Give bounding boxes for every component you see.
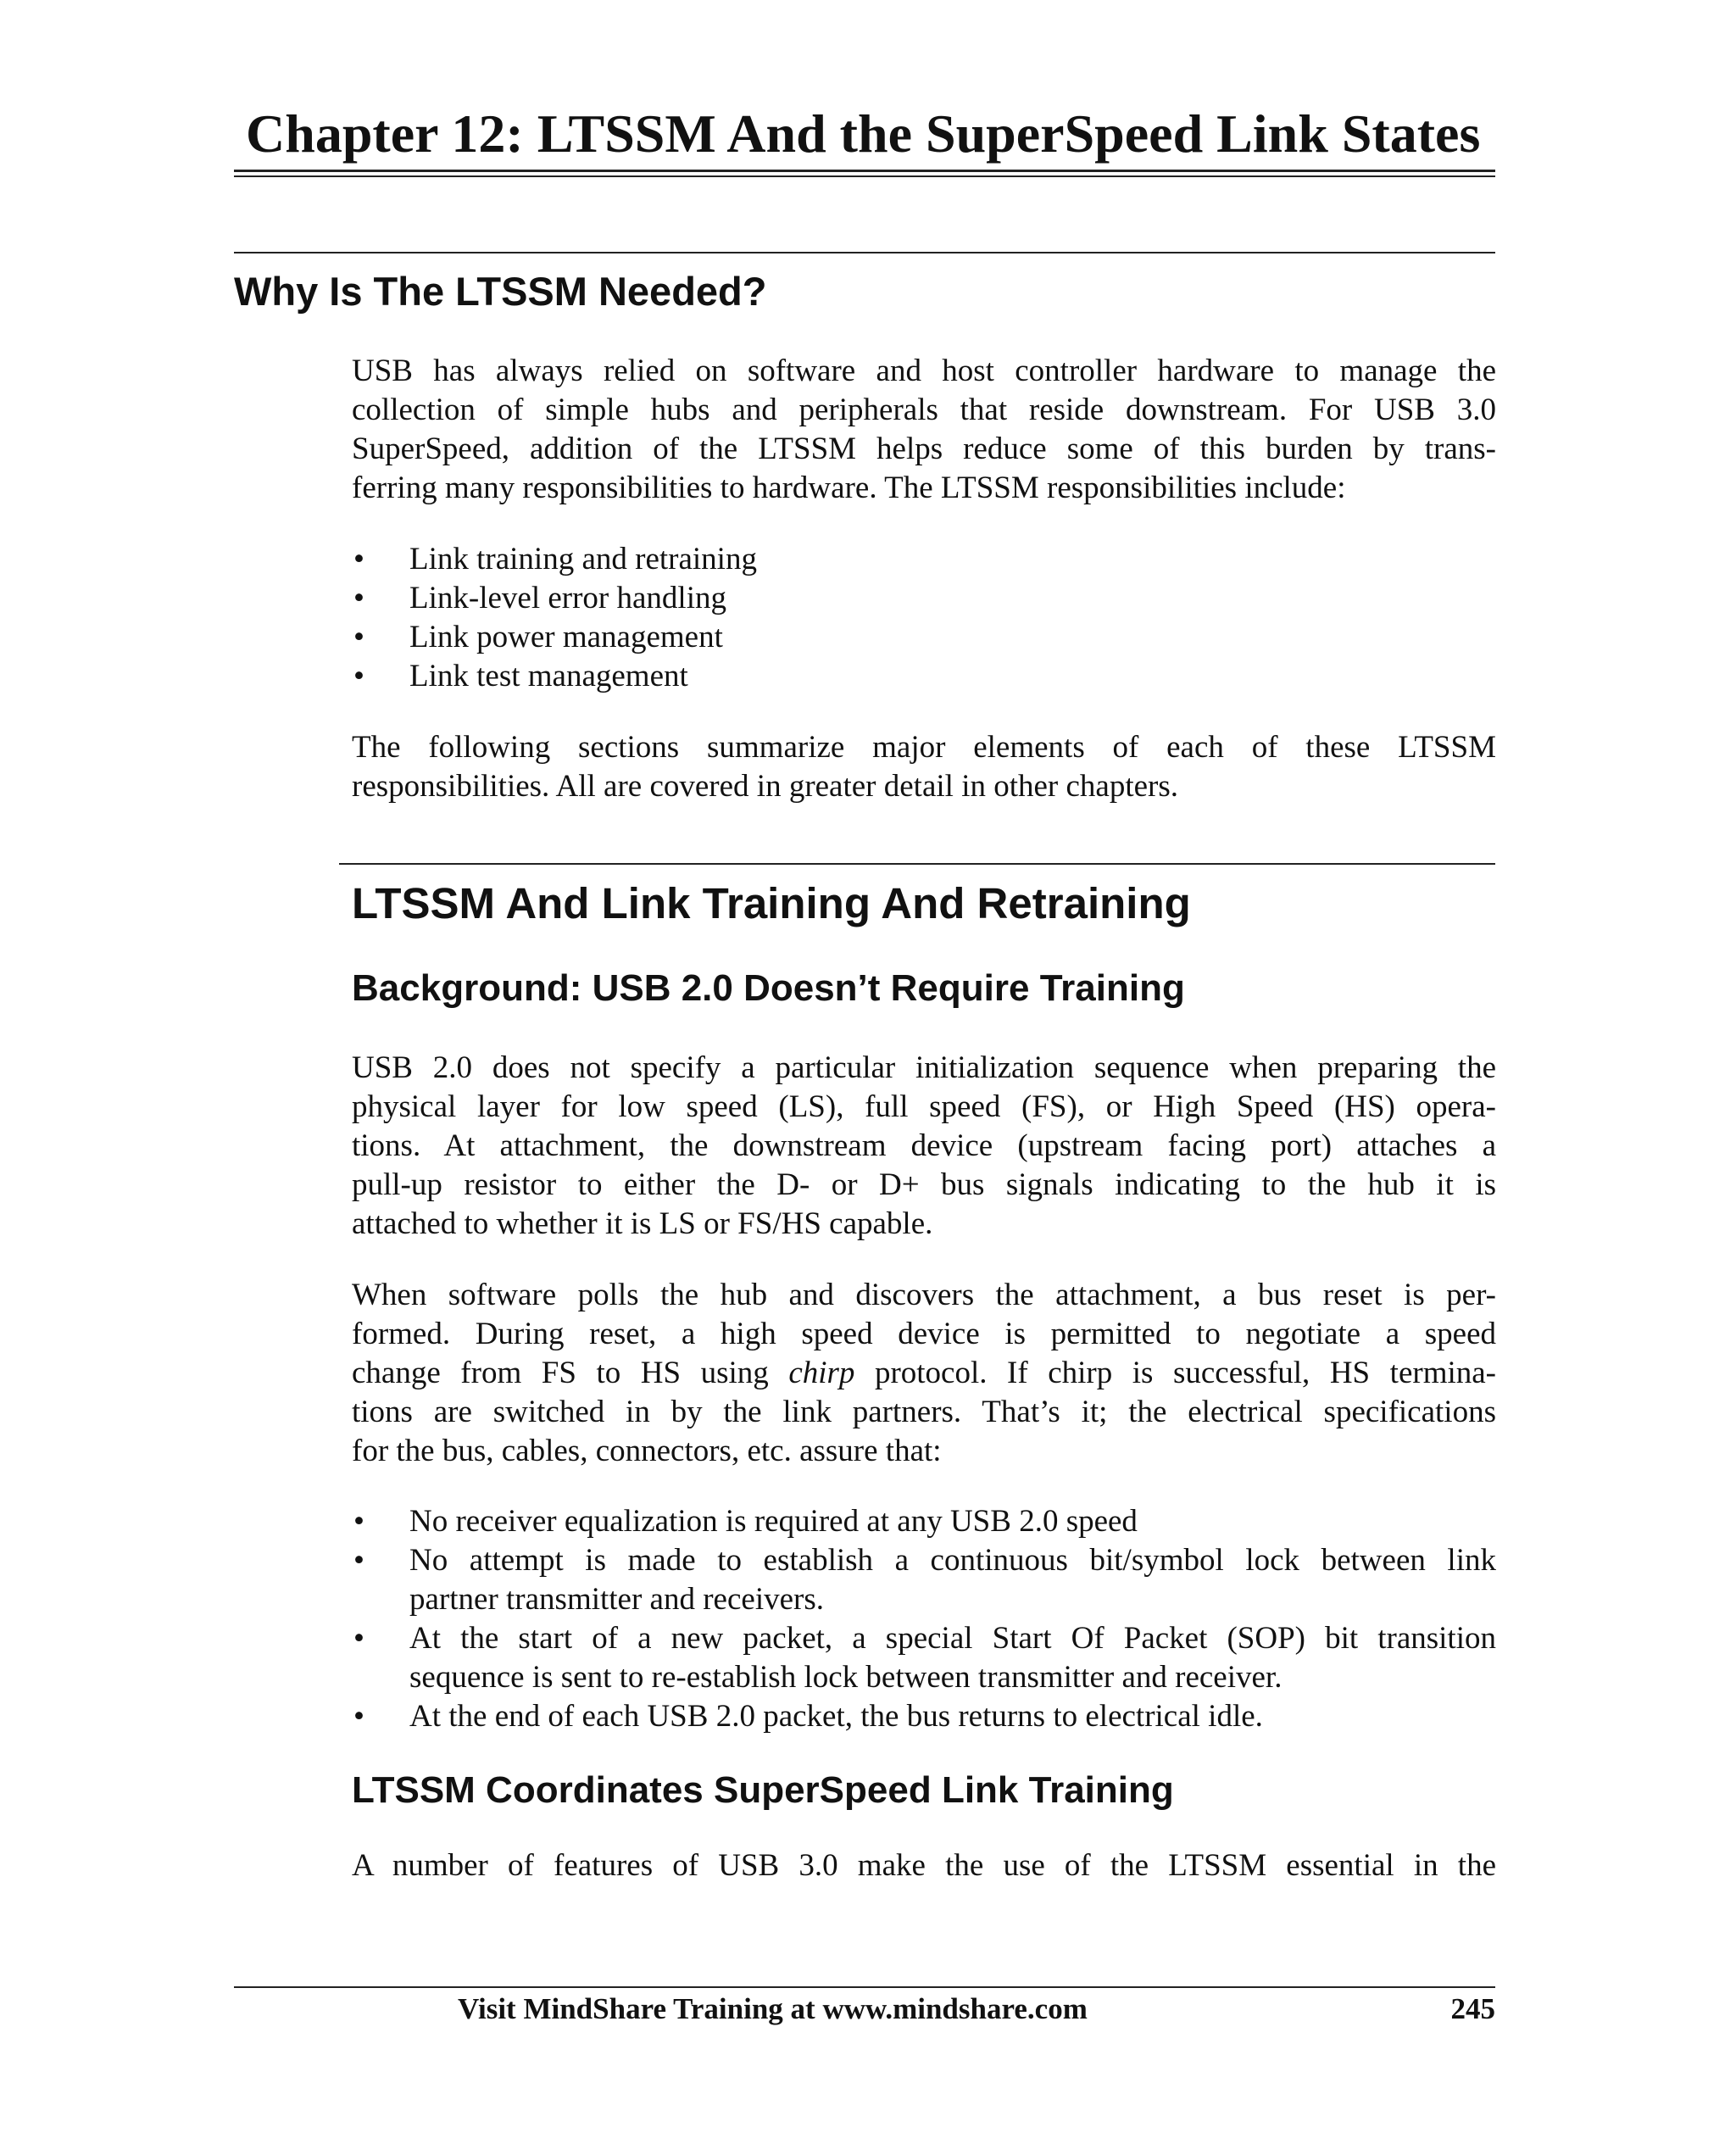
text-line: tions are switched in by the link partners. That’s it; the electrical specifications — [352, 1395, 1496, 1429]
text-line: When software polls the hub and discovers the attachment, a bus reset is per- — [352, 1278, 1496, 1312]
text-line: attached to whether it is LS or FS/HS capable. — [352, 1206, 933, 1241]
section-rule-why — [234, 252, 1495, 253]
list-item-text: Link power management — [409, 620, 723, 654]
text-line: collection of simple hubs and peripherals that reside downstream. For USB 3.0 — [352, 393, 1496, 427]
page-number: 245 — [1450, 1992, 1495, 2025]
title-rule-bottom — [234, 175, 1495, 177]
text-line: physical layer for low speed (LS), full speed (FS), or High Speed (HS) opera- — [352, 1089, 1496, 1124]
text-line: tions. At attachment, the downstream device (upstream facing port) attaches a — [352, 1128, 1496, 1163]
section-heading-training: LTSSM And Link Training And Retraining — [352, 879, 1191, 927]
text-line: SuperSpeed, addition of the LTSSM helps reduce some of this burden by trans- — [352, 432, 1496, 466]
list-item-text: No receiver equalization is required at any USB 2.0 speed — [409, 1504, 1138, 1539]
list-item-text: At the start of a new packet, a special Start Of Packet (SOP) bit transition — [409, 1621, 1496, 1656]
list-item-text: partner transmitter and receivers. — [409, 1582, 824, 1617]
text-line: USB has always relied on software and host controller hardware to manage the — [352, 354, 1496, 388]
usb2-facts-list — [352, 1502, 1496, 1736]
list-item — [352, 1541, 1496, 1619]
chapter-title: Chapter 12: LTSSM And the SuperSpeed Link States — [246, 103, 1481, 164]
text-line: formed. During reset, a high speed device is permitted to negotiate a speed — [352, 1317, 1496, 1351]
text-line: ferring many responsibilities to hardware. The LTSSM responsibilities include: — [352, 471, 1346, 505]
list-item-text: At the end of each USB 2.0 packet, the bus returns to electrical idle. — [409, 1699, 1263, 1734]
list-item-text: Link test management — [409, 659, 688, 693]
text-line: USB 2.0 does not specify a particular initialization sequence when preparing the — [352, 1050, 1496, 1085]
bullet-icon: • — [353, 1699, 364, 1734]
bullet-icon: • — [353, 659, 364, 693]
background-paragraph-2 — [352, 1276, 1496, 1471]
text-segment: change from FS to HS using — [352, 1356, 789, 1390]
text-line: for the bus, cables, connectors, etc. assure that: — [352, 1434, 942, 1468]
section-rule-training — [339, 863, 1495, 865]
list-item — [352, 1502, 1496, 1541]
list-item-text: Link training and retraining — [409, 542, 757, 576]
list-item — [352, 540, 1496, 579]
responsibilities-list — [352, 540, 1496, 696]
intro-paragraph — [352, 352, 1496, 508]
list-item — [352, 579, 1496, 618]
text-line — [352, 1354, 1496, 1393]
list-item — [352, 1697, 1496, 1736]
text-line: A number of features of USB 3.0 make the use of the LTSSM essential in the — [352, 1848, 1496, 1883]
bullet-icon: • — [353, 1504, 364, 1539]
text-line: The following sections summarize major elements of each of these LTSSM — [352, 730, 1496, 765]
text-line: pull-up resistor to either the D- or D+ bus signals indicating to the hub it is — [352, 1167, 1496, 1202]
followup-paragraph — [352, 728, 1496, 806]
footer-rule — [234, 1986, 1495, 1988]
list-item-text: Link-level error handling — [409, 581, 726, 615]
subsection-heading-coordinates: LTSSM Coordinates SuperSpeed Link Training — [352, 1769, 1174, 1811]
list-item — [352, 1619, 1496, 1697]
list-item-text: sequence is sent to re-establish lock between transmitter and receiver. — [409, 1660, 1283, 1695]
bullet-icon: • — [353, 1621, 364, 1656]
bullet-icon: • — [353, 542, 364, 576]
text-line: responsibilities. All are covered in greater detail in other chapters. — [352, 769, 1179, 804]
coordinates-paragraph — [352, 1846, 1496, 1885]
subsection-heading-background: Background: USB 2.0 Doesn’t Require Training — [352, 967, 1185, 1009]
list-item — [352, 618, 1496, 657]
list-item-text: No attempt is made to establish a continuous bit/symbol lock between link — [409, 1543, 1496, 1578]
background-paragraph-1 — [352, 1049, 1496, 1244]
footer-text: Visit MindShare Training at www.mindshare.com — [458, 1992, 1088, 2025]
bullet-icon: • — [353, 1543, 364, 1578]
chirp-term: chirp — [788, 1356, 855, 1390]
bullet-icon: • — [353, 581, 364, 615]
section-heading-why: Why Is The LTSSM Needed? — [234, 269, 767, 314]
list-item — [352, 657, 1496, 696]
text-segment: protocol. If chirp is successful, HS termina- — [854, 1356, 1496, 1390]
bullet-icon: • — [353, 620, 364, 654]
title-rule-top — [234, 170, 1495, 172]
